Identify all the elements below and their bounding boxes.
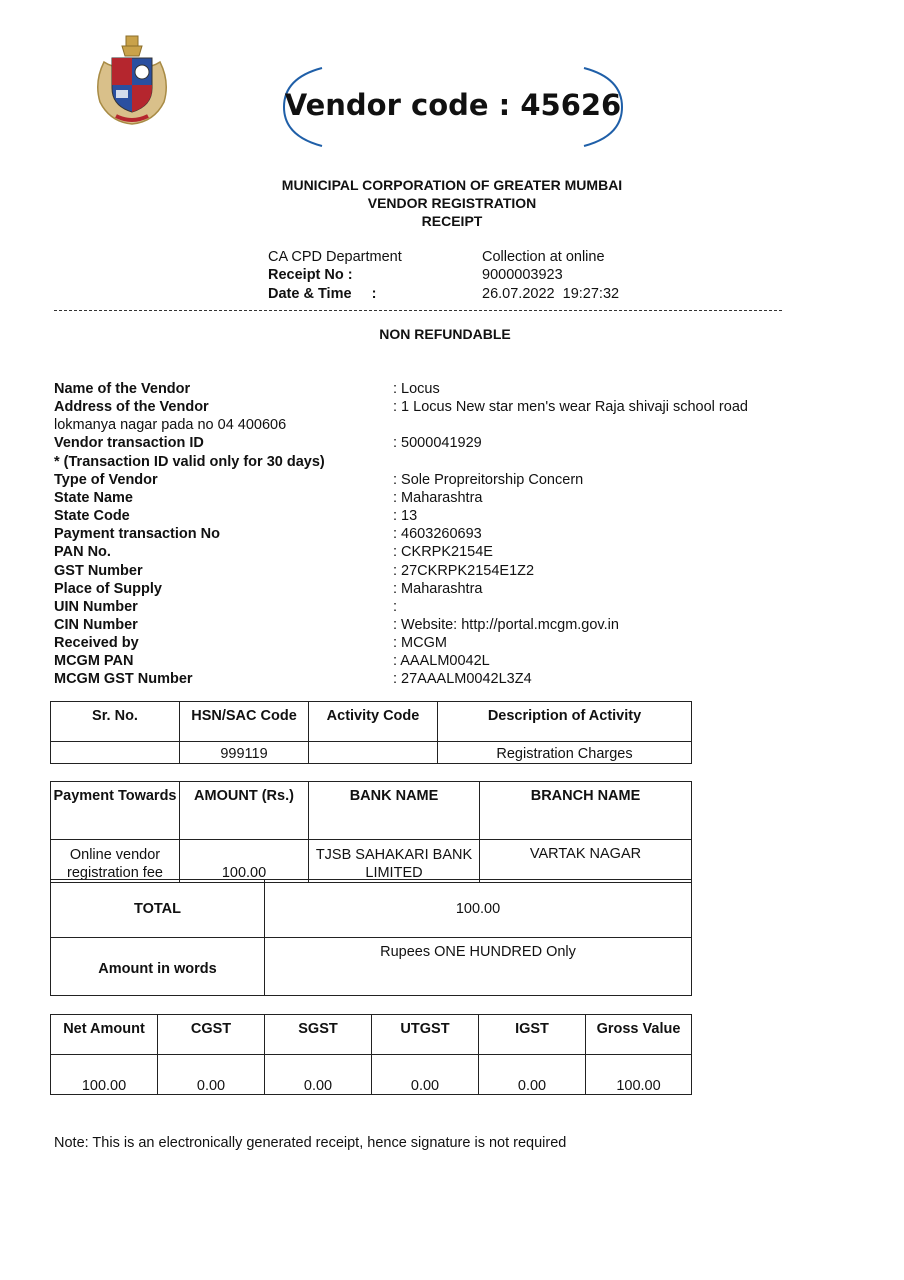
tax-table (50, 1014, 692, 1095)
col-bank-name: BANK NAME (309, 782, 480, 840)
field-label: * (Transaction ID valid only for 30 days) (54, 454, 325, 470)
field-label: Vendor transaction ID (54, 435, 204, 451)
field-label: Type of Vendor (54, 472, 158, 488)
field-value: : Website: http://portal.mcgm.gov.in (393, 617, 619, 633)
vendor-code: Vendor code : 45626 (284, 88, 622, 122)
col-sgst: SGST (265, 1015, 372, 1055)
activity-table (50, 701, 692, 764)
cell-amount: 100.00 (180, 840, 309, 883)
mcgm-emblem-logo (86, 32, 178, 128)
field-value: : AAALM0042L (393, 653, 490, 669)
field-value: : MCGM (393, 635, 447, 651)
field-label: UIN Number (54, 599, 138, 615)
field-value: : Maharashtra (393, 581, 483, 597)
col-amount: AMOUNT (Rs.) (180, 782, 309, 840)
col-description: Description of Activity (438, 702, 692, 742)
total-value: 100.00 (265, 880, 692, 938)
cell-description: Registration Charges (438, 742, 692, 764)
field-label: MCGM GST Number (54, 671, 193, 687)
cell-branch-name: VARTAK NAGAR (480, 840, 692, 883)
field-value: : 4603260693 (393, 526, 482, 542)
col-gross-value: Gross Value (586, 1015, 692, 1055)
cell-gross-value: 100.00 (586, 1055, 692, 1095)
field-value: : 5000041929 (393, 435, 482, 451)
cell-net-amount: 100.00 (51, 1055, 158, 1095)
field-label: State Code (54, 508, 130, 524)
field-value: : (393, 599, 398, 615)
header-receipt: RECEIPT (421, 213, 483, 229)
col-hsn-sac: HSN/SAC Code (180, 702, 309, 742)
cell-utgst: 0.00 (372, 1055, 479, 1095)
amount-words-value: Rupees ONE HUNDRED Only (265, 938, 692, 996)
field-value: : Sole Propreitorship Concern (393, 472, 584, 488)
col-igst: IGST (479, 1015, 586, 1055)
col-sr-no: Sr. No. (51, 702, 180, 742)
receipt-no-label: Receipt No : (268, 267, 353, 283)
field-label: lokmanya nagar pada no 04 400606 (54, 417, 287, 433)
field-value: : 27CKRPK2154E1Z2 (393, 563, 535, 579)
total-table (50, 879, 692, 996)
date-value: 26.07.2022 19:27:32 (482, 286, 620, 302)
cell-sgst: 0.00 (265, 1055, 372, 1095)
dashed-divider (54, 310, 782, 311)
date-label: Date & Time : (268, 286, 377, 302)
col-activity-code: Activity Code (309, 702, 438, 742)
field-label: Payment transaction No (54, 526, 220, 542)
field-label: State Name (54, 490, 133, 506)
field-label: PAN No. (54, 544, 111, 560)
field-label: Name of the Vendor (54, 381, 191, 397)
field-label: Received by (54, 635, 139, 651)
field-value: : 27AAALM0042L3Z4 (393, 671, 532, 687)
field-label: MCGM PAN (54, 653, 134, 669)
cell-payment-towards: Online vendor registration fee (51, 840, 180, 883)
receipt-no-value: 9000003923 (482, 267, 563, 283)
header-org: MUNICIPAL CORPORATION OF GREATER MUMBAI (281, 177, 623, 193)
col-branch-name: BRANCH NAME (480, 782, 692, 840)
field-label: Place of Supply (54, 581, 162, 597)
footer-note: Note: This is an electronically generated receipt, hence signature is not required (54, 1135, 567, 1151)
amount-words-label: Amount in words (51, 938, 265, 996)
cell-cgst: 0.00 (158, 1055, 265, 1095)
cell-sr-no (51, 742, 180, 764)
non-refundable-label: NON REFUNDABLE (379, 326, 511, 342)
col-net-amount: Net Amount (51, 1015, 158, 1055)
field-label: GST Number (54, 563, 143, 579)
field-label: Address of the Vendor (54, 399, 209, 415)
cell-hsn-sac: 999119 (180, 742, 309, 764)
collection-label: Collection at online (482, 249, 605, 265)
header-title: VENDOR REGISTRATION (367, 195, 537, 211)
field-label: CIN Number (54, 617, 138, 633)
dept-label: CA CPD Department (268, 249, 402, 265)
field-value: : 1 Locus New star men's wear Raja shivaji school road (393, 399, 748, 415)
field-value: : Locus (393, 381, 440, 397)
cell-activity-code (309, 742, 438, 764)
field-value: : CKRPK2154E (393, 544, 493, 560)
cell-bank-name: TJSB SAHAKARI BANK LIMITED (309, 840, 480, 883)
field-value: : Maharashtra (393, 490, 483, 506)
total-label: TOTAL (51, 880, 265, 938)
col-cgst: CGST (158, 1015, 265, 1055)
col-utgst: UTGST (372, 1015, 479, 1055)
payment-table (50, 781, 692, 883)
col-payment-towards: Payment Towards (51, 782, 180, 840)
cell-igst: 0.00 (479, 1055, 586, 1095)
field-value: : 13 (393, 508, 418, 524)
